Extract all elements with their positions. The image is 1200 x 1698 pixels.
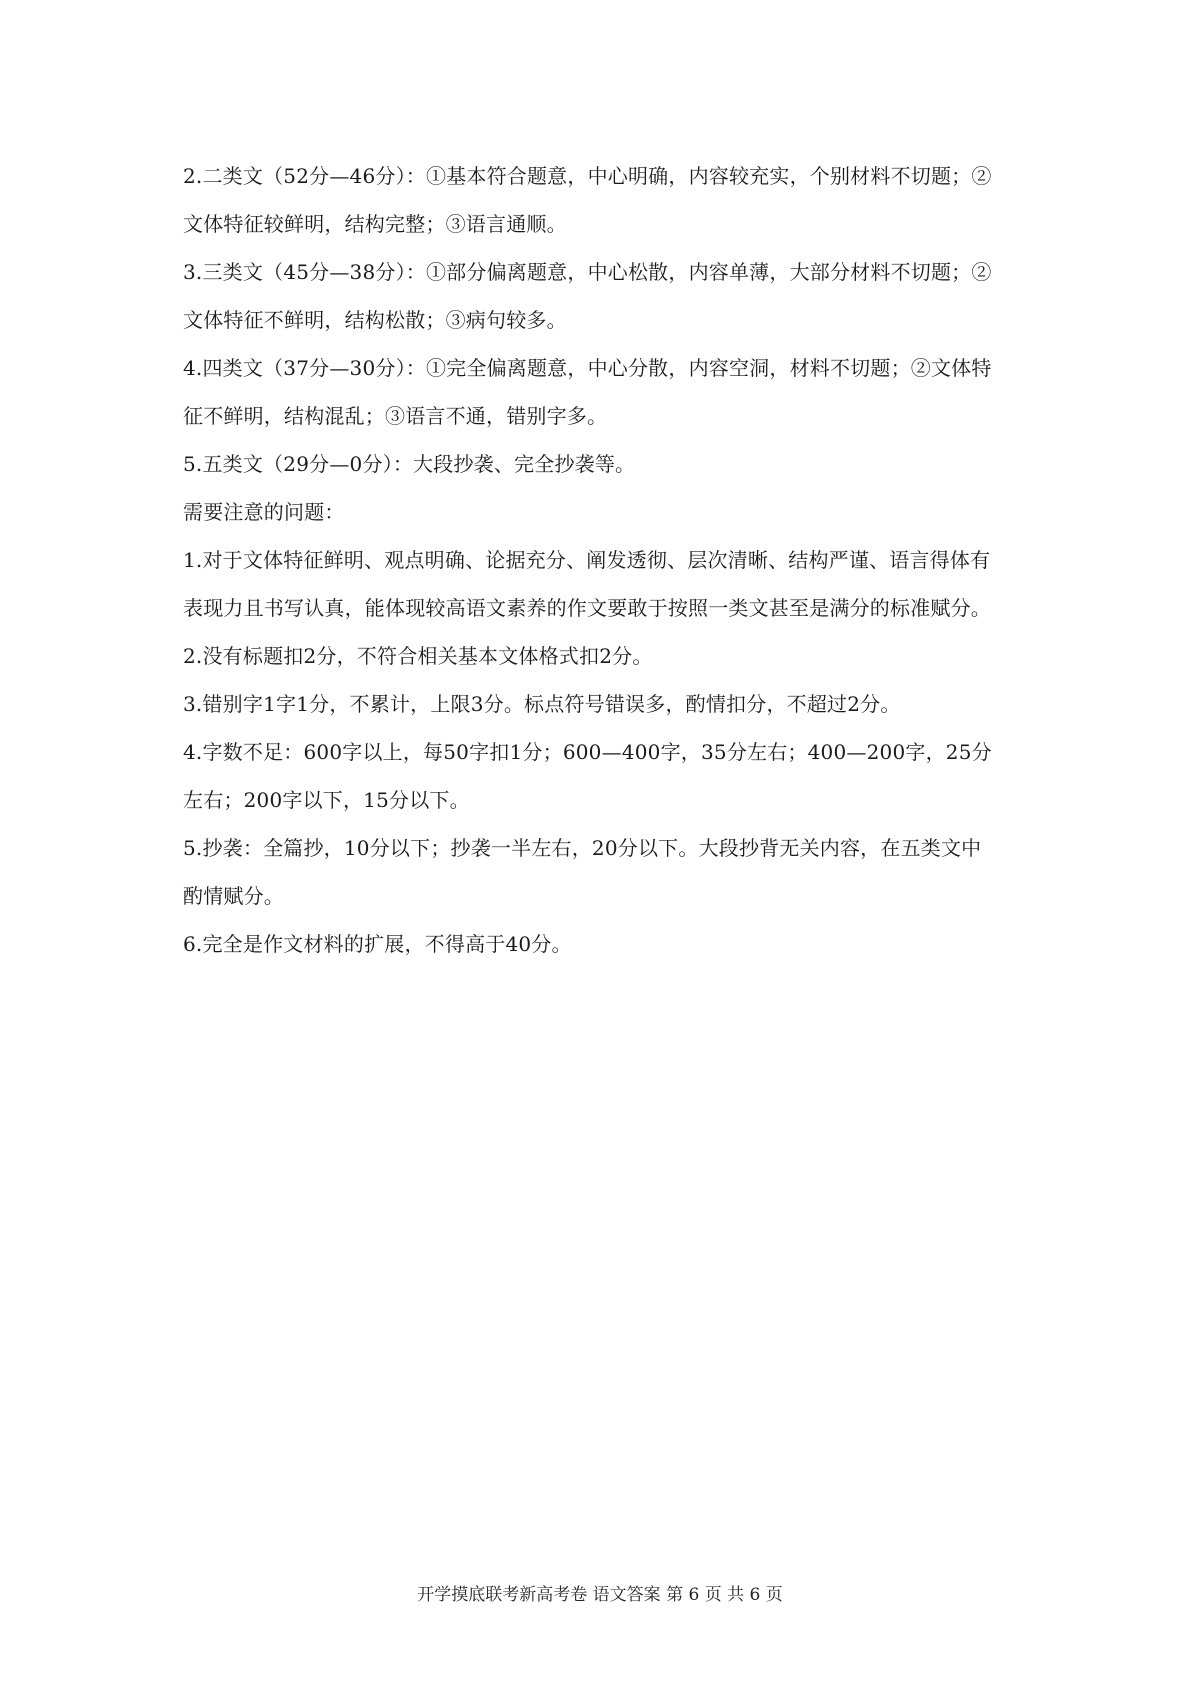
text-line: 6.完全是作文材料的扩展，不得高于40分。 [183,932,572,956]
text-line: 酌情赋分。 [183,884,284,908]
text-line: 文体特征不鲜明，结构松散；③病句较多。 [183,308,567,332]
text-line: 文体特征较鲜明，结构完整；③语言通顺。 [183,212,567,236]
text-line: 4.四类文（37分—30分）：①完全偏离题意，中心分散，内容空洞，材料不切题；②文体特 [183,356,992,380]
text-line: 3.三类文（45分—38分）：①部分偏离题意，中心松散，内容单薄，大部分材料不切题；② [183,260,992,284]
section-heading: 需要注意的问题： [183,500,345,524]
text-line: 2.没有标题扣2分，不符合相关基本文体格式扣2分。 [183,644,653,668]
text-line: 3.错别字1字1分，不累计，上限3分。标点符号错误多，酌情扣分，不超过2分。 [183,692,901,716]
text-line: 4.字数不足：600字以上，每50字扣1分；600—400字，35分左右；400—200字，25分 [183,740,992,764]
text-line: 表现力且书写认真，能体现较高语文素养的作文要敢于按照一类文甚至是满分的标准赋分。 [183,596,991,620]
text-line: 征不鲜明，结构混乱；③语言不通，错别字多。 [183,404,608,428]
text-line: 5.五类文（29分—0分）：大段抄袭、完全抄袭等。 [183,452,636,476]
answer-text-block [183,152,1025,968]
text-line: 2.二类文（52分—46分）：①基本符合题意，中心明确，内容较充实，个别材料不切题；② [183,164,992,188]
text-line: 5.抄袭：全篇抄，10分以下；抄袭一半左右，20分以下。大段抄背无关内容，在五类文中 [183,836,982,860]
text-line: 左右；200字以下，15分以下。 [183,788,470,812]
text-line: 1.对于文体特征鲜明、观点明确、论据充分、阐发透彻、层次清晰、结构严谨、语言得体有 [183,548,991,572]
page-footer: 开学摸底联考新高考卷 语文答案 第 6 页 共 6 页 [417,1585,783,1605]
